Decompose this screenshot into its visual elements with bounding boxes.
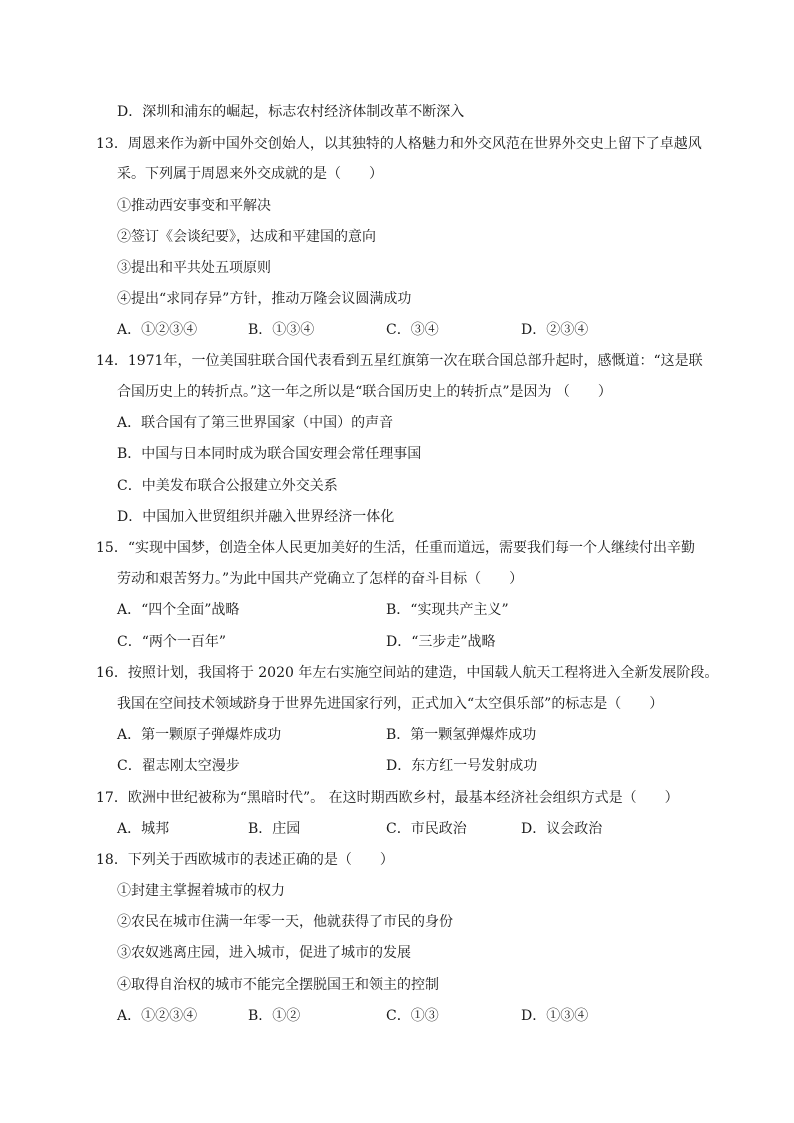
q13-item-2: ②签订《会谈纪要》，达成和平建国的意向: [117, 229, 376, 245]
q16-option-b[interactable]: B．第一颗氢弹爆炸成功: [386, 727, 537, 743]
q18-option-b[interactable]: B．①②: [248, 1008, 301, 1024]
q15-option-d[interactable]: D．“三步走”战略: [386, 634, 496, 650]
q18-option-a[interactable]: A．①②③④: [117, 1008, 198, 1024]
q13-item-3: ③提出和平共处五项原则: [117, 260, 271, 276]
q16-option-a[interactable]: A．第一颗原子弹爆炸成功: [117, 727, 282, 743]
q13-option-b[interactable]: B．①③④: [248, 322, 315, 338]
q13-item-4: ④提出“求同存异”方针，推动万隆会议圆满成功: [117, 291, 412, 307]
q13-stem-line2: 采。下列属于周恩来外交成就的是（ ）: [117, 166, 383, 182]
q15-stem-line2: 劳动和艰苦努力。”为此中国共产党确立了怎样的奋斗目标（ ）: [117, 571, 524, 587]
q18-stem-line1: 18．下列关于西欧城市的表述正确的是（ ）: [96, 852, 394, 868]
q16-stem-line2: 我国在空间技术领域跻身于世界先进国家行列，正式加入“太空俱乐部”的标志是（ ）: [117, 696, 664, 712]
q14-stem-line2: 合国历史上的转折点。”这一年之所以是“联合国历史上的转折点”是因为 （ ）: [117, 384, 612, 400]
q14-option-d[interactable]: D．中国加入世贸组织并融入世界经济一体化: [117, 509, 395, 525]
q16-stem-line1: 16．按照计划，我国将于 2020 年左右实施空间站的建造，中国载人航天工程将进入全新发展阶段。: [96, 665, 719, 681]
q13-stem-line1: 13．周恩来作为新中国外交创始人，以其独特的人格魅力和外交风范在世界外交史上留下了卓越风: [96, 136, 702, 152]
q14-stem-line1: 14．1971年，一位美国驻联合国代表看到五星红旗第一次在联合国总部升起时，感慨道：“这是联: [96, 353, 703, 369]
q13-option-d[interactable]: D．②③④: [521, 322, 589, 338]
q18-item-3: ③农奴逃离庄园，进入城市，促进了城市的发展: [117, 945, 411, 961]
q12-option-d: D．深圳和浦东的崛起，标志农村经济体制改革不断深入: [117, 104, 465, 120]
q17-option-d[interactable]: D．议会政治: [521, 821, 603, 837]
q15-option-a[interactable]: A．“四个全面”战略: [117, 602, 240, 618]
q15-option-b[interactable]: B．“实现共产主义”: [386, 602, 509, 618]
q14-option-b[interactable]: B．中国与日本同时成为联合国安理会常任理事国: [117, 446, 422, 462]
q17-option-b[interactable]: B．庄园: [248, 821, 301, 837]
q17-stem-line1: 17．欧洲中世纪被称为“黑暗时代”。 在这时期西欧乡村，最基本经济社会组织方式是（ ）: [96, 790, 679, 806]
q15-stem-line1: 15．“实现中国梦，创造全体人民更加美好的生活，任重而道远，需要我们每一个人继续付出辛勤: [96, 540, 695, 556]
q13-option-c[interactable]: C．③④: [386, 322, 439, 338]
q13-option-a[interactable]: A．①②③④: [117, 322, 198, 338]
q14-option-c[interactable]: C．中美发布联合公报建立外交关系: [117, 478, 338, 494]
q15-option-c[interactable]: C．“两个一百年”: [117, 634, 227, 650]
q18-item-1: ①封建主掌握着城市的权力: [117, 883, 285, 899]
q16-option-d[interactable]: D．东方红一号发射成功: [386, 758, 538, 774]
q14-option-a[interactable]: A．联合国有了第三世界国家（中国）的声音: [117, 415, 394, 431]
q13-item-1: ①推动西安事变和平解决: [117, 198, 271, 214]
q18-item-4: ④取得自治权的城市不能完全摆脱国王和领主的控制: [117, 977, 439, 993]
q18-option-c[interactable]: C．①③: [386, 1008, 439, 1024]
q17-option-a[interactable]: A．城邦: [117, 821, 170, 837]
q18-item-2: ②农民在城市住满一年零一天，他就获得了市民的身份: [117, 914, 453, 930]
q16-option-c[interactable]: C．翟志刚太空漫步: [117, 758, 240, 774]
q17-option-c[interactable]: C．市民政治: [386, 821, 467, 837]
q18-option-d[interactable]: D．①③④: [521, 1008, 589, 1024]
